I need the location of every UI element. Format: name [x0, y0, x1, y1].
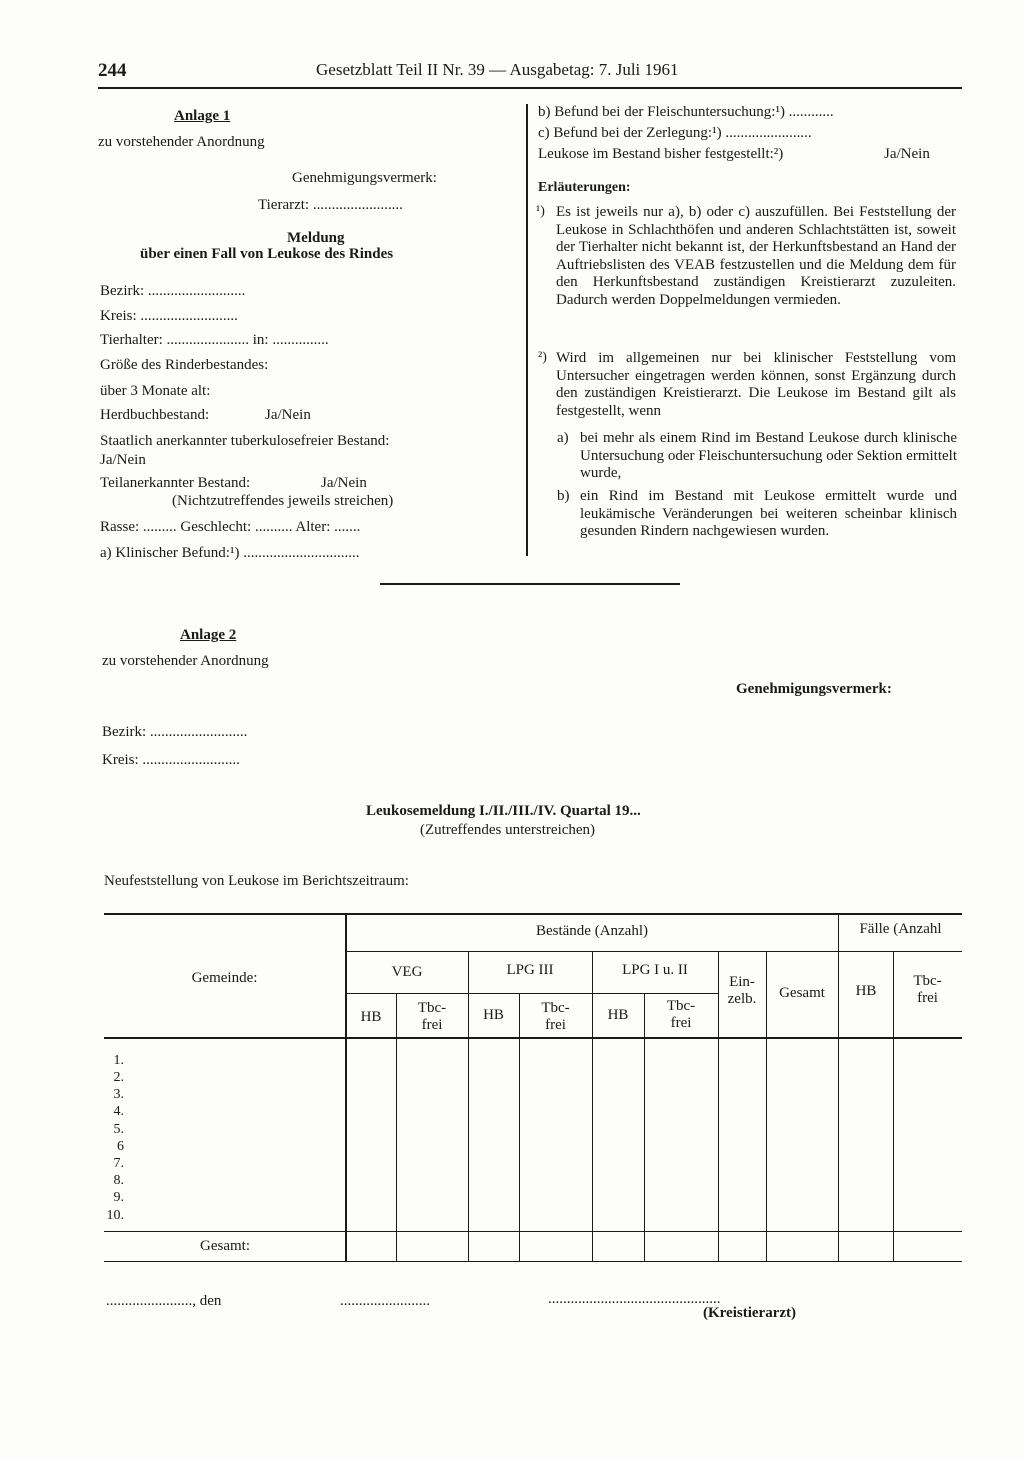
footnote-2b-marker: b) [557, 488, 570, 504]
anlage2-approval-label: Genehmigungsvermerk: [736, 681, 892, 697]
row-number: 5. [113, 1122, 124, 1137]
col-veg-hb: HB [360, 1009, 382, 1025]
col-lpg12-tbc-line2: frei [670, 1015, 692, 1031]
signature-line: .............................................. [548, 1291, 721, 1307]
anlage1-heading: Anlage 1 [174, 108, 231, 124]
leukosis-in-herd-label: Leukose im Bestand bisher festgestellt:²) [538, 146, 784, 162]
col-lpg12: LPG I u. II [622, 962, 688, 978]
table-vline [592, 951, 593, 1261]
col-veg-tbc-line2: frei [421, 1017, 443, 1033]
col-lpg3-tbc-line2: frei [545, 1017, 566, 1033]
table-subgroup-rule [346, 993, 718, 994]
table-vline [519, 993, 520, 1261]
row-number: 10. [106, 1208, 124, 1223]
anlage1-subtitle: zu vorstehender Anordnung [98, 134, 265, 150]
explanations-heading: Erläuterungen: [538, 180, 631, 195]
row-number: 3. [113, 1087, 124, 1102]
anlage1-kreis-field: Kreis: .......................... [100, 308, 238, 324]
table-vline [396, 993, 397, 1261]
col-veg-tbc-line1: Tbc- [417, 1000, 447, 1016]
herdbook-label: Herdbuchbestand: [100, 407, 210, 423]
row-number: 9. [113, 1190, 124, 1205]
col-lpg3-hb: HB [483, 1007, 504, 1023]
col-faelle-tbc-line2: frei [917, 990, 938, 1006]
table-top-rule [104, 913, 962, 915]
anlage1-approval-label: Genehmigungsvermerk: [292, 170, 437, 186]
col-einzelb-line1: Ein- [729, 974, 755, 990]
col-veg: VEG [391, 964, 423, 980]
report-subtitle: über einen Fall von Leukose des Rindes [140, 246, 394, 262]
table-vline [838, 913, 839, 1261]
col-lpg3-tbc-line1: Tbc- [541, 1000, 570, 1016]
table-total-rule [104, 1231, 962, 1232]
anlage2-heading: Anlage 2 [180, 627, 237, 643]
leukosis-in-herd-value: Ja/Nein [884, 146, 930, 162]
place-date-field: ......................., den [106, 1293, 222, 1309]
group-bestaende: Bestände (Anzahl) [535, 923, 649, 939]
table-intro: Neufeststellung von Leukose im Berichtszeitraum: [104, 873, 409, 889]
row-numbers [100, 1053, 124, 1228]
row-number: 7. [113, 1156, 124, 1171]
report-quarter-title: Leukosemeldung I./II./III./IV. Quartal 19... [366, 803, 641, 819]
footnote-2-marker: ²) [538, 350, 547, 365]
table-group-rule [346, 951, 962, 952]
dissection-field: c) Befund bei der Zerlegung:¹) ....................... [538, 125, 812, 141]
table-header-rule [104, 1037, 962, 1039]
date-field: ........................ [340, 1293, 430, 1309]
breed-sex-age-field: Rasse: ......... Geschlecht: .......... Alter: ....... [100, 519, 361, 535]
footnote-2a-marker: a) [557, 430, 569, 446]
gazette-title: Gesetzblatt Teil II Nr. 39 — Ausgabetag: 7. Juli 1961 [316, 60, 679, 79]
tb-free-value: Ja/Nein [100, 452, 146, 468]
col-faelle-tbc-line1: Tbc- [913, 973, 942, 989]
col-faelle-hb: HB [855, 983, 877, 999]
page-number: 244 [98, 60, 127, 81]
anlage2-kreis-field: Kreis: .......................... [102, 752, 240, 768]
row-number: 4. [113, 1104, 124, 1119]
footnote-2a-text: bei mehr als einem Rind im Bestand Leukose durch klinische Untersuchung oder Fleischuntersuchung oder Sektion ermittelt wurde, [580, 430, 957, 481]
partial-herd-label: Teilanerkannter Bestand: [100, 475, 251, 491]
row-number: 8. [113, 1173, 124, 1188]
footnote-1-marker: ¹) [536, 204, 545, 219]
signer-label: (Kreistierarzt) [703, 1305, 796, 1321]
herdbook-value: Ja/Nein [265, 407, 311, 423]
over-3-months-label: über 3 Monate alt: [100, 383, 211, 399]
col-gemeinde: Gemeinde: [191, 970, 258, 986]
table-bottom-rule [104, 1261, 962, 1262]
anlage1-bezirk-field: Bezirk: .......................... [100, 283, 246, 299]
col-gesamt: Gesamt [779, 985, 825, 1001]
anlage1-vet-field: Tierarzt: ........................ [258, 197, 403, 213]
group-faelle: Fälle (Anzahl [859, 921, 942, 937]
underline-note: (Zutreffendes unterstreichen) [420, 822, 596, 838]
col-einzelb-line2: zelb. [727, 991, 757, 1007]
col-lpg3: LPG III [506, 962, 554, 978]
tb-free-label: Staatlich anerkannter tuberkulosefreier Bestand: [100, 433, 390, 449]
herd-size-label: Größe des Rinderbestandes: [100, 357, 269, 373]
row-number: 6 [117, 1139, 124, 1154]
table-vline [644, 993, 645, 1261]
footnote-2-text: Wird im allgemeinen nur bei klinischer Feststellung vom Untersucher eingetragen werden können, sonst Ergänzung durch den zuständigen Kreistierarzt. Die Leukose im Bestand gilt als festgestellt, wenn [556, 350, 956, 419]
partial-herd-value: Ja/Nein [321, 475, 367, 491]
anlage2-bezirk-field: Bezirk: .......................... [102, 724, 248, 740]
row-number: 1. [113, 1053, 124, 1068]
report-title: Meldung [287, 230, 345, 246]
col-lpg12-hb: HB [607, 1007, 629, 1023]
col-lpg12-tbc-line1: Tbc- [666, 998, 696, 1014]
clinical-finding-field: a) Klinischer Befund:¹) ............................... [100, 545, 360, 561]
total-row-label: Gesamt: [200, 1238, 250, 1254]
footnote-1-text: Es ist jeweils nur a), b) oder c) auszufüllen. Bei Feststellung der Leukose in Schlachthöfen und anderen Schlachtstätten ist, soweit der Tierhalter nicht bekannt ist, der Herkunftsbestand an Hand der Auftriebslisten des VEAB festzustellen und die Meldung dem für den Herkunftsbestand zuständigen Kreistierarzt zuzuleiten. Dadurch werden Doppelmeldungen vermieden. [556, 204, 956, 308]
tierhalter-field: Tierhalter: ...................... in: ............... [100, 332, 329, 348]
table-vline [468, 951, 469, 1261]
strike-note: (Nichtzutreffendes jeweils streichen) [172, 493, 394, 509]
footnote-2b-text: ein Rind im Bestand mit Leukose ermittelt wurde und leukämische Veränderungen bei weiteren scheinbar klinisch gesunden Rindern nachgewiesen wurden. [580, 488, 957, 539]
anlage2-subtitle: zu vorstehender Anordnung [102, 653, 269, 669]
meat-inspection-field: b) Befund bei der Fleischuntersuchung:¹) ............ [538, 104, 834, 120]
row-number: 2. [113, 1070, 124, 1085]
